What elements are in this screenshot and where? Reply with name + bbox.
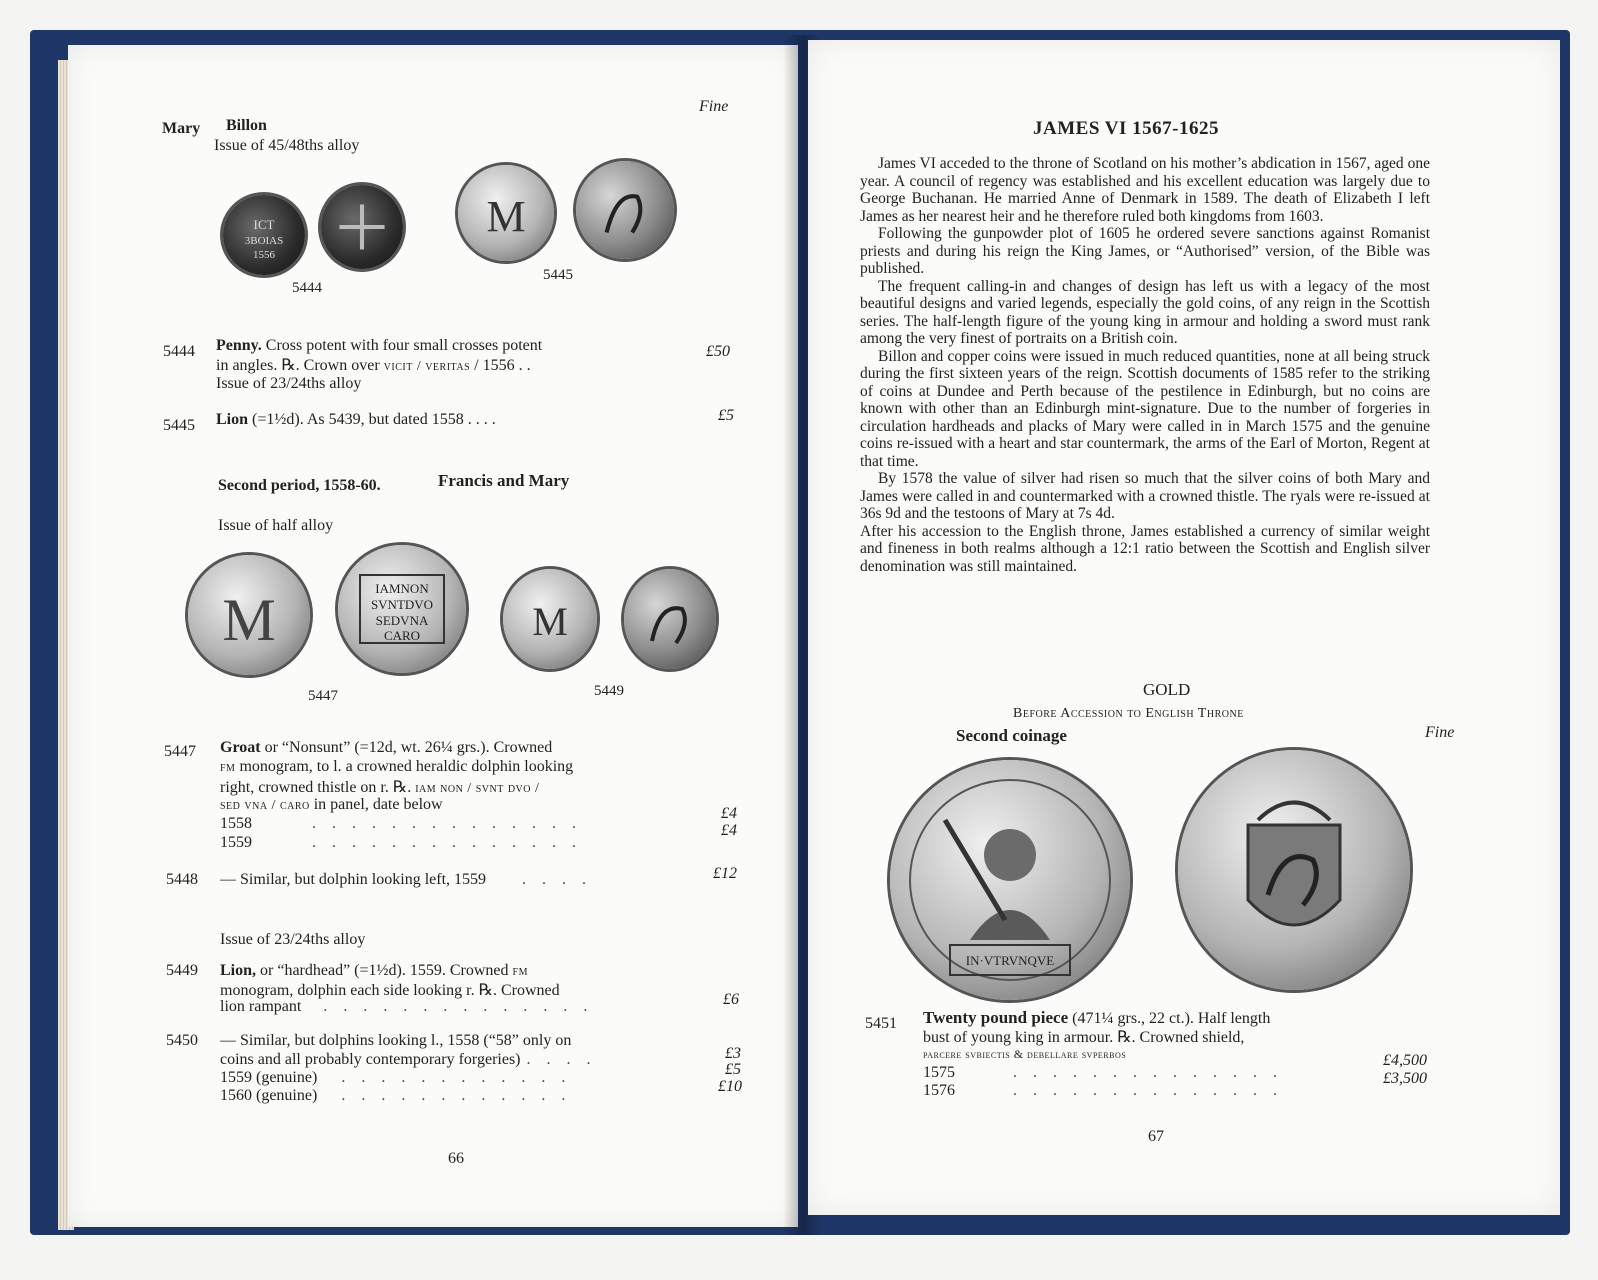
- fine-column-label: Fine: [1425, 724, 1455, 741]
- price: £3: [725, 1045, 741, 1062]
- metal-heading: Billon: [226, 117, 267, 134]
- entry-line: coins and all probably contemporary forgeries) . . . .: [220, 1051, 597, 1068]
- svg-text:M: M: [532, 599, 568, 644]
- catalogue-number: 5447: [164, 743, 196, 760]
- paragraph: The frequent calling-in and changes of design has left us with a legacy of the most beautiful designs and varied legends, especially the gold coins, of any reign in the Scottish series. The half-length figure of the young king in armour and holding a sword must rank among the very finest of portraits on a British coin.: [860, 277, 1430, 347]
- catalogue-entry-5445: Lion (=1½d). As 5439, but dated 1558 . . . .: [216, 411, 496, 428]
- figure-label: 5444: [292, 280, 322, 296]
- svg-text:3BOIAS: 3BOIAS: [244, 235, 284, 247]
- entry-line: monogram, dolphin each side looking r. ℞. Crowned: [220, 982, 560, 999]
- coin-image-5449-reverse: [624, 569, 716, 669]
- page-number: 66: [448, 1150, 464, 1167]
- price: £5: [718, 407, 734, 424]
- entry-line: bust of young king in armour. ℞. Crowned shield,: [923, 1029, 1245, 1046]
- fine-column-label: Fine: [699, 98, 729, 115]
- entry-line: in angles. ℞. Crown over vicit / veritas / 1556 . .: [216, 357, 531, 374]
- coin-image-5445-reverse: [576, 161, 674, 259]
- coin-image-5447-obverse: [188, 555, 310, 675]
- year-line: 1558 . . . . . . . . . . . . . .: [220, 815, 582, 832]
- coin-image-5451-reverse: [1178, 750, 1410, 990]
- issue-heading: Issue of 45/48ths alloy: [214, 137, 360, 154]
- year-line: 1560 (genuine) . . . . . . . . . . . .: [220, 1087, 572, 1104]
- paragraph: By 1578 the value of silver had risen so much that the silver coins of both Mary and James were called in and countermarked with a crowned thistle. The ryals were re-issued at 36s 9d and the testoons of Mary at 7s 4d.: [860, 470, 1430, 522]
- svg-text:CARO: CARO: [383, 628, 421, 643]
- price: £3,500: [1383, 1070, 1427, 1087]
- svg-text:SVNTDVO: SVNTDVO: [370, 597, 434, 612]
- catalogue-entry-5448: — Similar, but dolphin looking left, 1559 . . . .: [220, 871, 593, 888]
- page-number: 67: [1148, 1128, 1164, 1145]
- year-line: 1559 (genuine) . . . . . . . . . . . .: [220, 1069, 572, 1086]
- right-page: [808, 40, 1560, 1215]
- price: £12: [713, 865, 737, 882]
- section-heading: Second period, 1558-60.: [218, 477, 381, 494]
- svg-text:SEDVNA: SEDVNA: [375, 613, 429, 628]
- page-title: JAMES VI 1567-1625: [1033, 118, 1219, 139]
- svg-text:IN·VTRVNQVE: IN·VTRVNQVE: [965, 953, 1055, 968]
- svg-text:IAMNON: IAMNON: [375, 581, 429, 596]
- paragraph: James VI acceded to the throne of Scotland on his mother’s abdication in 1567, aged one year. A council of regency was established and his excellent education was largely due to George Buchanan. He married Anne of Denmark in 1589. The death of Elizabeth I left James as her nearest heir and he therefore ruled both kingdoms from 1603.: [860, 155, 1430, 225]
- coin-image-5444-obverse: [223, 195, 305, 275]
- introduction-text: [860, 155, 1430, 575]
- catalogue-number: 5448: [166, 871, 198, 888]
- svg-text:1556: 1556: [253, 249, 275, 261]
- paragraph: Following the gunpowder plot of 1605 he ordered severe sanctions against Romanist priests and during his reign the King James, or “Authorised” version, of the Bible was published.: [860, 225, 1430, 277]
- entry-line: lion rampant . . . . . . . . . . . . . .: [220, 998, 594, 1015]
- paragraph: After his accession to the English throne, James established a currency of similar weight and fineness in both realms although a 12:1 ratio between the Scottish and English silver denomination was still maintained.: [860, 522, 1430, 575]
- catalogue-number: 5445: [163, 417, 195, 434]
- issue-heading: Issue of 23/24ths alloy: [220, 931, 366, 948]
- section-subheading: Francis and Mary: [438, 471, 570, 490]
- coinage-heading: Second coinage: [956, 726, 1067, 745]
- price: £5: [725, 1061, 741, 1078]
- catalogue-number: 5449: [166, 962, 198, 979]
- year-line: 1576 . . . . . . . . . . . . . .: [923, 1082, 1283, 1099]
- year-line: 1575 . . . . . . . . . . . . . .: [923, 1064, 1283, 1081]
- coin-image-5447-reverse: [338, 545, 466, 673]
- price: £10: [718, 1078, 742, 1095]
- entry-line: right, crowned thistle on r. ℞. iam non / svnt dvo /: [220, 779, 540, 796]
- catalogue-number: 5450: [166, 1032, 198, 1049]
- price: £4: [721, 822, 737, 839]
- issue-heading: Issue of half alloy: [218, 517, 334, 534]
- figure-label: 5449: [594, 683, 624, 699]
- catalogue-entry-5444: Penny. Cross potent with four small crosses potent: [216, 337, 543, 354]
- issue-heading: Issue of 23/24ths alloy: [216, 375, 362, 392]
- svg-text:M: M: [222, 587, 276, 653]
- entry-line: fm monogram, to l. a crowned heraldic dolphin looking: [220, 758, 574, 775]
- price: £4,500: [1383, 1052, 1427, 1069]
- coin-image-5444-reverse: [321, 185, 403, 269]
- catalogue-entry-5449: Lion, or “hardhead” (=1½d). 1559. Crowned fm: [220, 962, 528, 979]
- coin-image-5449-obverse: [503, 569, 597, 669]
- figure-label: 5447: [308, 688, 338, 704]
- price: £50: [706, 343, 730, 360]
- catalogue-entry-5447: Groat or “Nonsunt” (=12d, wt. 26¼ grs.). Crowned: [220, 739, 553, 756]
- price: £6: [723, 991, 739, 1008]
- paragraph: Billon and copper coins were issued in much reduced quantities, none at all being struck during the first sixteen years of the reign. Scottish documents of 1585 refer to the striking of coins at Dundee and Perth because of the pestilence in Edinburgh, but no coins are known with other than an Edinburgh mint-signature. Due to the number of forgeries in circulation hardheads and placks of Mary were called in in March 1575 and the genuine coins re-issued with a heart and star countermark, the arms of the Earl of Morton, Regent at that time.: [860, 347, 1430, 470]
- coin-image-5451-obverse: [890, 760, 1130, 1000]
- entry-line: sed vna / caro in panel, date below: [220, 796, 443, 813]
- figure-label: 5445: [543, 267, 573, 283]
- year-line: 1559 . . . . . . . . . . . . . .: [220, 834, 582, 851]
- catalogue-entry-5450: — Similar, but dolphins looking l., 1558 (“58” only on: [220, 1032, 572, 1049]
- catalogue-number: 5451: [865, 1015, 897, 1032]
- catalogue-number: 5444: [163, 343, 195, 360]
- price: £4: [721, 805, 737, 822]
- section-subheading: Before Accession to English Throne: [1013, 706, 1244, 721]
- svg-text:M: M: [486, 192, 526, 241]
- section-heading: GOLD: [1143, 680, 1191, 699]
- coin-image-5445-obverse: [458, 165, 554, 261]
- legend-text: parcere svbiectis & debellare svperbos: [923, 1047, 1127, 1061]
- ruler-heading: Mary: [162, 120, 201, 137]
- svg-text:ICT: ICT: [253, 217, 275, 232]
- left-page: [68, 45, 798, 1227]
- catalogue-entry-5451: Twenty pound piece (471¼ grs., 22 ct.). Half length: [923, 1008, 1271, 1027]
